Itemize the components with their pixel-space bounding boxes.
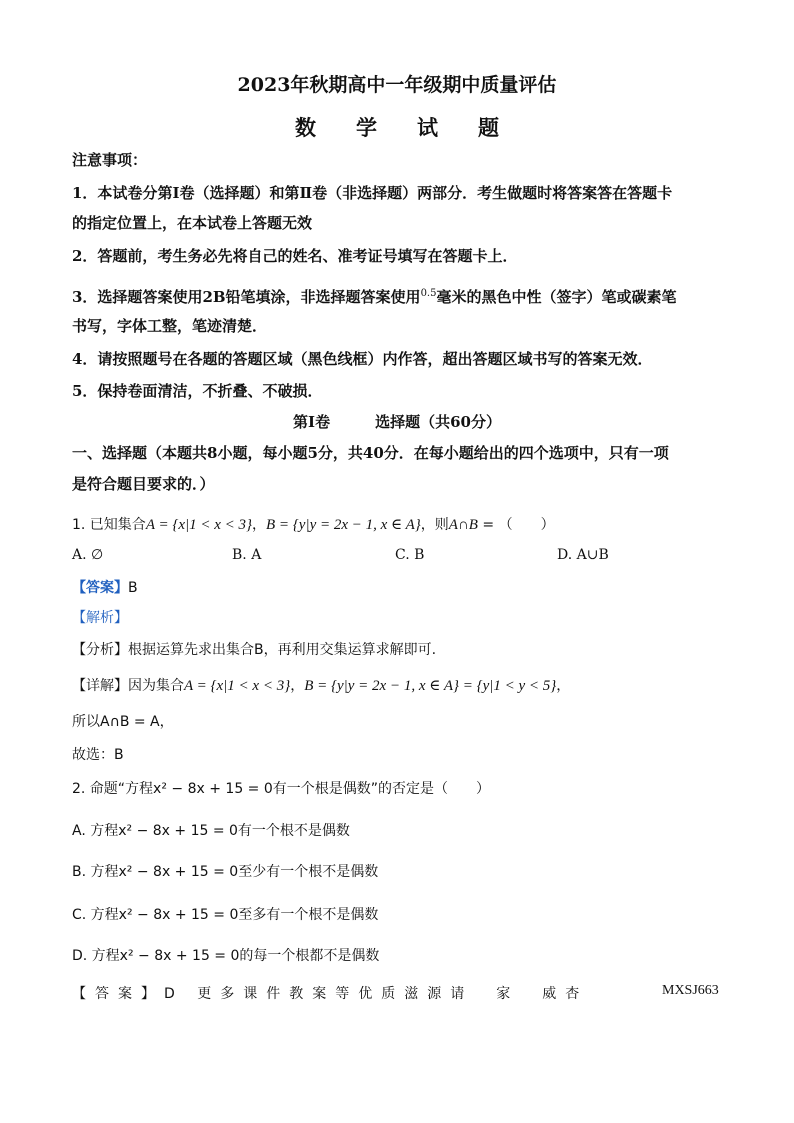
q1-so-line: 所以A∩B = A， [72,714,174,730]
notice-item-3-line-1 [72,284,732,307]
q1-set-a: A = {x|1 < x < 3} [145,517,253,533]
q2-option-b: B. 方程x² − 8x + 15 = 0至少有一个根不是偶数 [72,864,379,880]
q1-expr: A∩B [448,517,478,533]
section-title: 第Ⅰ卷 选择题（共60分） [293,413,501,431]
footer-code: MXSJ663 [662,983,719,998]
q1-choose: 故选：B [72,747,124,763]
detail-tag: 【详解】 [72,678,128,694]
detail-pre: 因为集合 [128,678,184,694]
q1-option-a: A. ∅ [72,547,104,563]
q1-sep: ， [252,517,267,533]
notice-item-1-line-1: 1．本试卷分第Ⅰ卷（选择题）和第Ⅱ卷（非选择题）两部分．考生做题时将答案答在答题卡 [72,184,673,202]
q1-option-d: D. A∪B [557,547,609,563]
q1-stem-pre: 1. 已知集合 [72,517,146,533]
q2-option-d: D. 方程x² − 8x + 15 = 0的每一个根都不是偶数 [72,948,380,964]
notice-item-2: 2．答题前，考生务必先将自己的姓名、准考证号填写在答题卡上． [72,247,518,265]
notice-item-3-pre: 3．选择题答案使用2B铅笔填涂，非选择题答案使用 [72,288,421,306]
exam-subtitle: 数学试题 [295,115,539,140]
q1-stem [72,514,732,535]
q1-analysis-tag [72,608,732,628]
q1-stem-end: = （ ） [477,517,555,533]
answer-value: B [128,580,138,596]
q1-answer [72,578,732,598]
q2-option-a: A. 方程x² − 8x + 15 = 0有一个根不是偶数 [72,823,350,839]
q2-option-c: C. 方程x² − 8x + 15 = 0至多有一个根不是偶数 [72,907,379,923]
notice-item-3-num: 0.5 [420,288,437,299]
section-intro-line-1: 一、选择题（本题共8小题，每小题5分，共40分．在每小题给出的四个选项中，只有一项 [72,444,669,462]
notice-item-1-line-2: 的指定位置上，在本试卷上答题无效 [72,214,313,232]
analysis-tag: 【解析】 [72,610,128,626]
exam-title: 2023年秋期高中一年级期中质量评估 [237,74,557,96]
q1-option-c: C. B [395,547,425,563]
notice-item-5: 5．保持卷面清洁，不折叠、不破损． [72,382,323,400]
notice-item-4: 4．请按照题号在各题的答题区域（黑色线框）内作答，超出答题区域书写的答案无效． [72,350,653,368]
answer-tag: 【答案】 [72,580,128,596]
q1-detail: 【详解】因为集合A = {x|1 < x < 3}，B = {y|y = 2x − 1, x ∈ A} = {y|1 < y < 5}， [72,678,571,694]
notice-heading: 注意事项： [72,151,148,169]
footer-text: 【答案】D 更多课件教案等优质滋源请 家 威杏 [72,986,589,1002]
q1-fenxi [72,640,732,660]
section-intro-line-2: 是符合题目要求的．） [72,475,215,493]
notice-item-3-post: 毫米的黑色中性（签字）笔或碳素笔 [436,288,677,306]
q1-set-b: B = {y|y = 2x − 1, x ∈ A} [266,517,421,533]
q1-stem-mid: ，则 [420,517,449,533]
notice-item-3-line-2: 书写，字体工整，笔迹清楚． [72,317,268,335]
q2-stem: 2. 命题“方程x² − 8x + 15 = 0有一个根是偶数”的否定是（ ） [72,781,491,797]
detail-set-b: B = {y|y = 2x − 1, x ∈ A} = {y|1 < y < 5} [304,678,557,694]
detail-set-a: A = {x|1 < x < 3} [184,678,291,694]
q1-option-b: B. A [232,547,262,563]
fenxi-text: 根据运算先求出集合B，再利用交集运算求解即可. [128,642,437,658]
fenxi-tag: 【分析】 [72,642,128,658]
